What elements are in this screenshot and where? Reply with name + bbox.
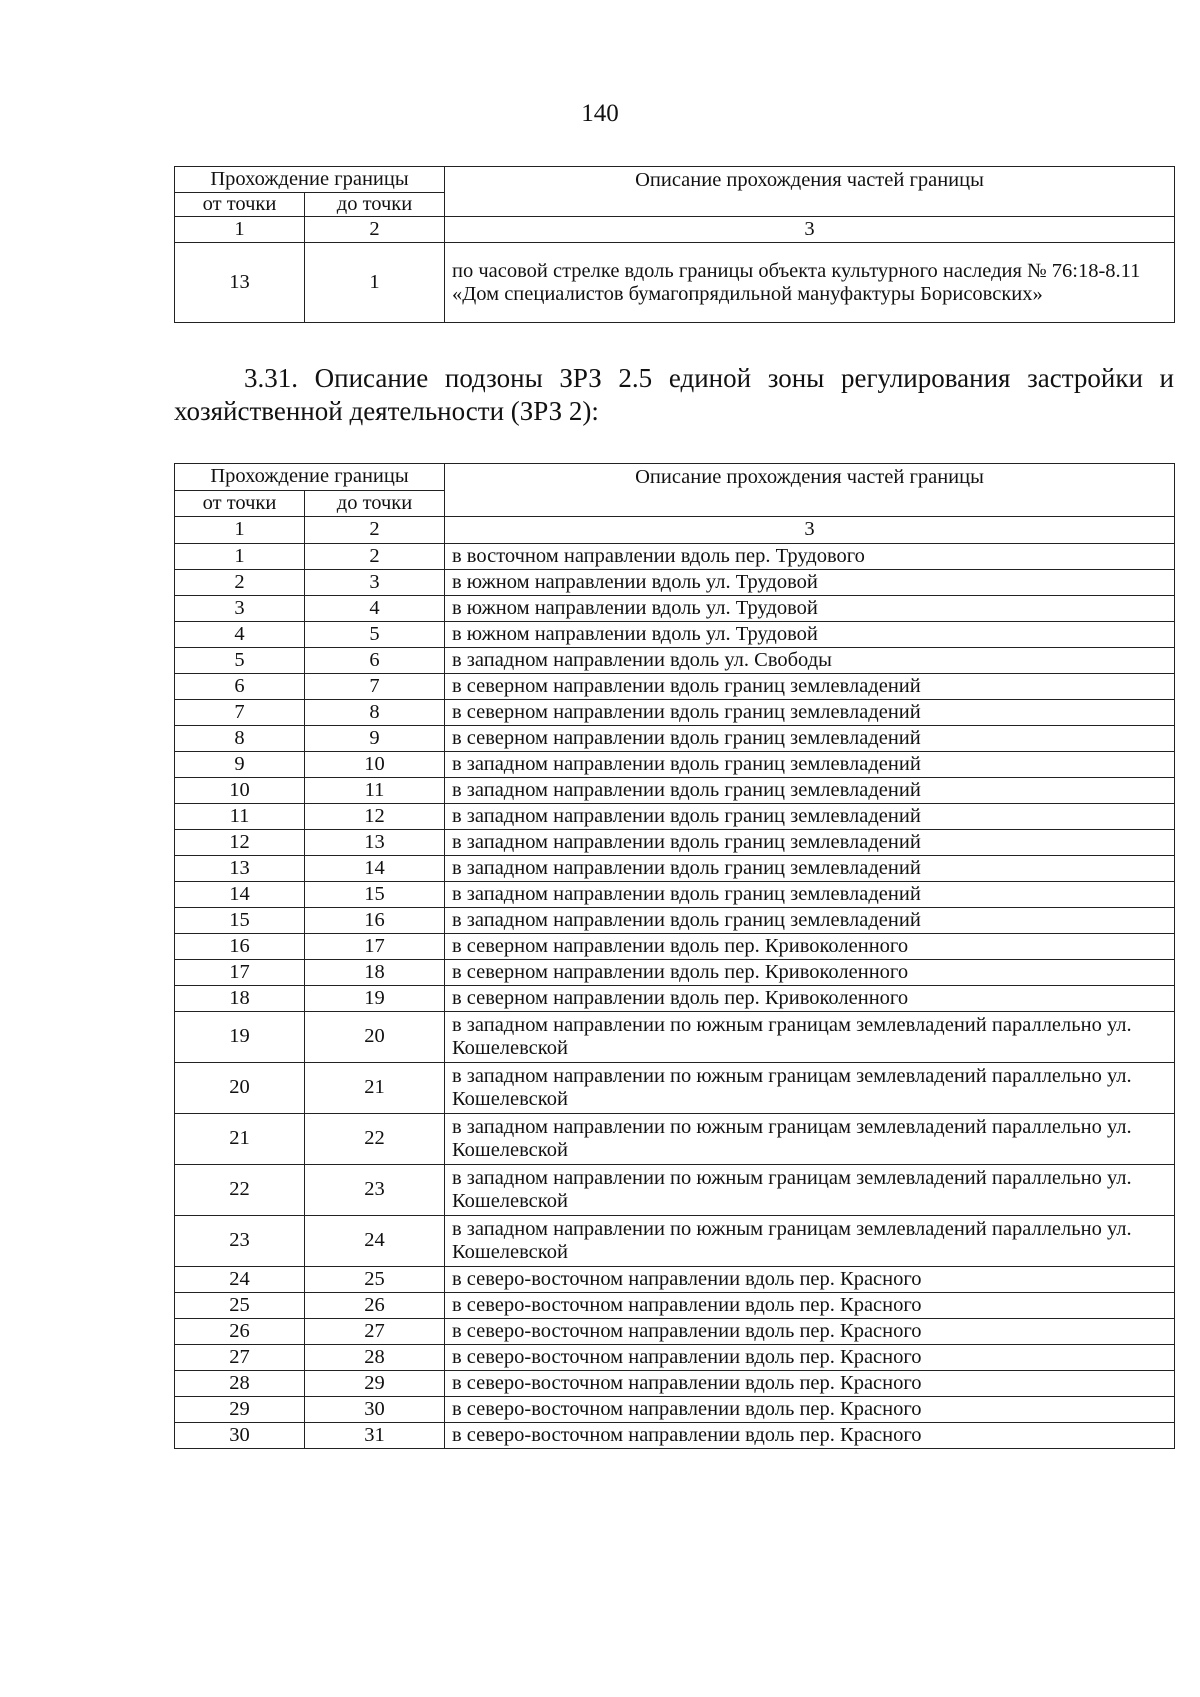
cell-description: в северо-восточном направлении вдоль пер. Красного	[445, 1345, 1175, 1371]
table-row	[175, 596, 1175, 622]
table-row	[175, 830, 1175, 856]
cell-from: 10	[175, 778, 305, 804]
cell-to: 21	[305, 1063, 445, 1114]
cell-description: в северном направлении вдоль пер. Кривоколенного	[445, 934, 1175, 960]
table-row	[175, 243, 1175, 323]
table-row	[175, 934, 1175, 960]
cell-from: 26	[175, 1319, 305, 1345]
cell-description: в западном направлении вдоль границ землевладений	[445, 752, 1175, 778]
cell-description: в западном направлении вдоль ул. Свободы	[445, 648, 1175, 674]
cell-to: 13	[305, 830, 445, 856]
table-row	[175, 908, 1175, 934]
cell-to: 9	[305, 726, 445, 752]
cell-from: 15	[175, 908, 305, 934]
cell-from: 22	[175, 1165, 305, 1216]
header-passage: Прохождение границы	[175, 167, 445, 193]
cell-description: в западном направлении по южным границам землевладений параллельно ул. Кошелевской	[445, 1216, 1175, 1267]
cell-description: в западном направлении вдоль границ землевладений	[445, 830, 1175, 856]
cell-description: в северном направлении вдоль границ землевладений	[445, 674, 1175, 700]
cell-from: 3	[175, 596, 305, 622]
cell-description: в южном направлении вдоль ул. Трудовой	[445, 570, 1175, 596]
table-row	[175, 1423, 1175, 1449]
cell-to: 22	[305, 1114, 445, 1165]
cell-to: 28	[305, 1345, 445, 1371]
cell-from: 23	[175, 1216, 305, 1267]
cell-from: 20	[175, 1063, 305, 1114]
cell-from: 12	[175, 830, 305, 856]
cell-description: в северо-восточном направлении вдоль пер. Красного	[445, 1371, 1175, 1397]
cell-to: 31	[305, 1423, 445, 1449]
cell-to: 7	[305, 674, 445, 700]
table-row	[175, 856, 1175, 882]
cell-to: 29	[305, 1371, 445, 1397]
cell-from: 9	[175, 752, 305, 778]
cell-from: 17	[175, 960, 305, 986]
cell-to: 14	[305, 856, 445, 882]
cell-to: 2	[305, 544, 445, 570]
cell-description: в северном направлении вдоль границ землевладений	[445, 726, 1175, 752]
header-num-1: 1	[175, 517, 305, 544]
header-to: до точки	[305, 193, 445, 217]
cell-description: по часовой стрелке вдоль границы объекта культурного наследия № 76:18-8.11 «Дом специалистов бумагопрядильной мануфактуры Борисовских»	[445, 243, 1175, 323]
cell-description: в южном направлении вдоль ул. Трудовой	[445, 596, 1175, 622]
header-passage: Прохождение границы	[175, 464, 445, 491]
table-row	[175, 1216, 1175, 1267]
cell-description: в западном направлении вдоль границ землевладений	[445, 856, 1175, 882]
cell-to: 23	[305, 1165, 445, 1216]
cell-from: 19	[175, 1012, 305, 1063]
cell-from: 21	[175, 1114, 305, 1165]
cell-description: в западном направлении вдоль границ землевладений	[445, 882, 1175, 908]
cell-from: 2	[175, 570, 305, 596]
cell-from: 18	[175, 986, 305, 1012]
boundary-table-1	[174, 166, 1175, 323]
cell-to: 6	[305, 648, 445, 674]
cell-from: 13	[175, 856, 305, 882]
cell-to: 5	[305, 622, 445, 648]
table-row	[175, 1114, 1175, 1165]
cell-description: в северо-восточном направлении вдоль пер. Красного	[445, 1319, 1175, 1345]
cell-description: в восточном направлении вдоль пер. Трудового	[445, 544, 1175, 570]
cell-description: в северном направлении вдоль пер. Кривоколенного	[445, 986, 1175, 1012]
cell-to: 19	[305, 986, 445, 1012]
cell-from: 11	[175, 804, 305, 830]
table-row	[175, 648, 1175, 674]
header-description: Описание прохождения частей границы	[445, 464, 1175, 517]
cell-to: 25	[305, 1267, 445, 1293]
page-number: 140	[581, 100, 619, 127]
cell-from: 24	[175, 1267, 305, 1293]
table-row	[175, 544, 1175, 570]
table-row	[175, 1012, 1175, 1063]
header-num-2: 2	[305, 217, 445, 243]
cell-from: 1	[175, 544, 305, 570]
table-row	[175, 804, 1175, 830]
cell-to: 18	[305, 960, 445, 986]
cell-from: 6	[175, 674, 305, 700]
cell-description: в северном направлении вдоль пер. Кривоколенного	[445, 960, 1175, 986]
cell-to: 17	[305, 934, 445, 960]
cell-to: 20	[305, 1012, 445, 1063]
header-num-1: 1	[175, 217, 305, 243]
table-row	[175, 700, 1175, 726]
table-row	[175, 1063, 1175, 1114]
cell-description: в западном направлении по южным границам землевладений параллельно ул. Кошелевской	[445, 1063, 1175, 1114]
cell-from: 4	[175, 622, 305, 648]
table-row	[175, 674, 1175, 700]
boundary-table-2-body	[175, 544, 1175, 1449]
cell-from: 30	[175, 1423, 305, 1449]
cell-from: 25	[175, 1293, 305, 1319]
cell-from: 7	[175, 700, 305, 726]
header-description: Описание прохождения частей границы	[445, 167, 1175, 217]
table-row	[175, 1293, 1175, 1319]
header-num-3: 3	[445, 217, 1175, 243]
cell-to: 27	[305, 1319, 445, 1345]
cell-to: 12	[305, 804, 445, 830]
cell-description: в северо-восточном направлении вдоль пер. Красного	[445, 1423, 1175, 1449]
table-row	[175, 960, 1175, 986]
cell-from: 13	[175, 243, 305, 323]
cell-to: 16	[305, 908, 445, 934]
table-row	[175, 726, 1175, 752]
cell-to: 10	[305, 752, 445, 778]
cell-description: в западном направлении по южным границам землевладений параллельно ул. Кошелевской	[445, 1012, 1175, 1063]
header-from: от точки	[175, 491, 305, 517]
cell-description: в западном направлении вдоль границ землевладений	[445, 778, 1175, 804]
table-row	[175, 752, 1175, 778]
cell-description: в северо-восточном направлении вдоль пер. Красного	[445, 1397, 1175, 1423]
cell-description: в северном направлении вдоль границ землевладений	[445, 700, 1175, 726]
table-row	[175, 882, 1175, 908]
cell-to: 4	[305, 596, 445, 622]
cell-description: в северо-восточном направлении вдоль пер. Красного	[445, 1267, 1175, 1293]
table-row	[175, 1319, 1175, 1345]
cell-to: 11	[305, 778, 445, 804]
cell-from: 27	[175, 1345, 305, 1371]
table-row	[175, 622, 1175, 648]
section-heading	[174, 362, 1174, 428]
table-row	[175, 1371, 1175, 1397]
cell-description: в западном направлении вдоль границ землевладений	[445, 804, 1175, 830]
cell-from: 16	[175, 934, 305, 960]
cell-to: 30	[305, 1397, 445, 1423]
cell-description: в северо-восточном направлении вдоль пер. Красного	[445, 1293, 1175, 1319]
cell-description: в западном направлении вдоль границ землевладений	[445, 908, 1175, 934]
cell-to: 15	[305, 882, 445, 908]
cell-from: 29	[175, 1397, 305, 1423]
cell-description: в западном направлении по южным границам землевладений параллельно ул. Кошелевской	[445, 1165, 1175, 1216]
cell-to: 8	[305, 700, 445, 726]
cell-to: 26	[305, 1293, 445, 1319]
cell-from: 5	[175, 648, 305, 674]
cell-to: 1	[305, 243, 445, 323]
header-from: от точки	[175, 193, 305, 217]
cell-to: 3	[305, 570, 445, 596]
header-num-2: 2	[305, 517, 445, 544]
table-row	[175, 570, 1175, 596]
boundary-table-2	[174, 463, 1175, 1449]
table-row	[175, 1397, 1175, 1423]
cell-from: 28	[175, 1371, 305, 1397]
header-to: до точки	[305, 491, 445, 517]
section-heading-text: 3.31. Описание подзоны ЗРЗ 2.5 единой зоны регулирования застройки и хозяйственной деятельности (ЗРЗ 2):	[174, 363, 1174, 426]
cell-from: 14	[175, 882, 305, 908]
cell-from: 8	[175, 726, 305, 752]
header-num-3: 3	[445, 517, 1175, 544]
cell-to: 24	[305, 1216, 445, 1267]
cell-description: в южном направлении вдоль ул. Трудовой	[445, 622, 1175, 648]
table-row	[175, 986, 1175, 1012]
cell-description: в западном направлении по южным границам землевладений параллельно ул. Кошелевской	[445, 1114, 1175, 1165]
table-row	[175, 778, 1175, 804]
table-row	[175, 1165, 1175, 1216]
table-row	[175, 1345, 1175, 1371]
table-row	[175, 1267, 1175, 1293]
